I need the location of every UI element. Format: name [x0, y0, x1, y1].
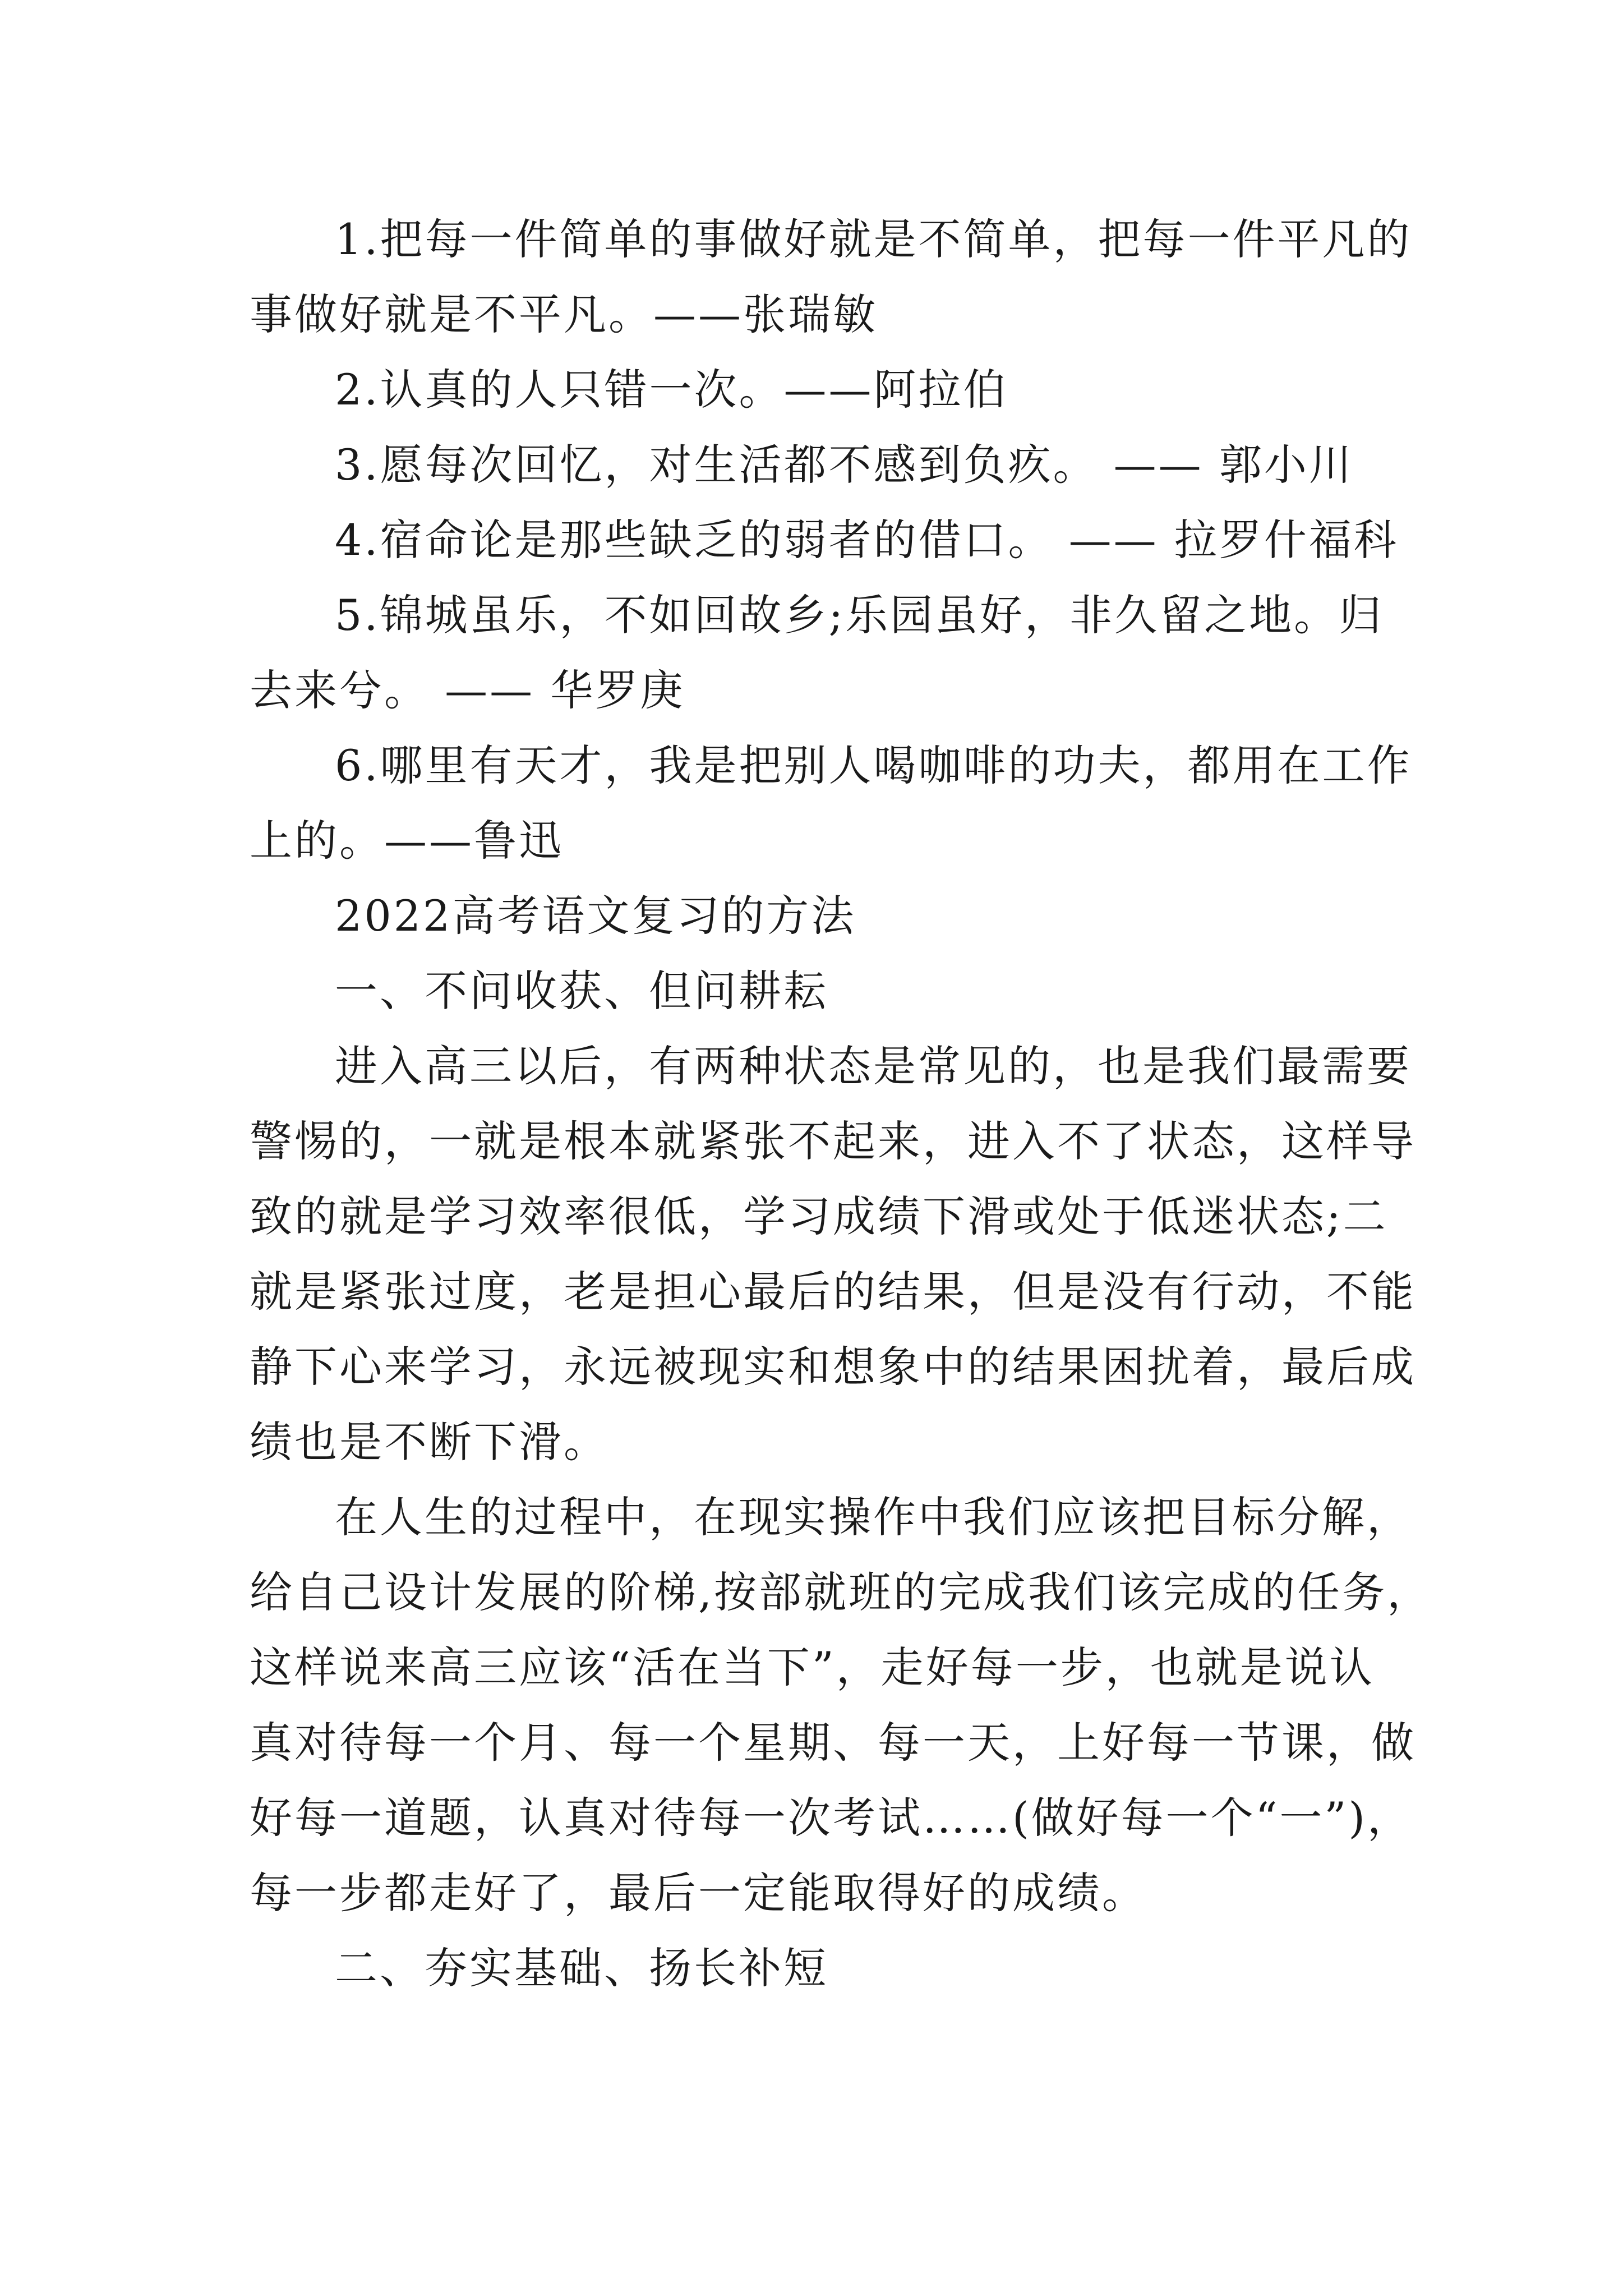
quote-3 — [250, 427, 1427, 503]
text-line: 5.锦城虽乐，不如回故乡;乐园虽好，非久留之地。归 — [335, 590, 1384, 640]
quote-1 — [250, 202, 1427, 352]
text-line: 2.认真的人只错一次。——阿拉伯 — [335, 365, 1008, 415]
heading-2 — [250, 1931, 1427, 2006]
heading-1 — [250, 954, 1427, 1029]
text-line: 好每一道题，认真对待每一次考试……(做好每一个“一”)， — [250, 1793, 1413, 1843]
body-paragraph-1 — [250, 1029, 1427, 1480]
text-line: 一、不问收获、但问耕耘 — [335, 966, 828, 1016]
quote-6 — [250, 728, 1427, 878]
text-line: 2022高考语文复习的方法 — [335, 891, 856, 941]
quote-5 — [250, 578, 1427, 728]
text-line: 6.哪里有天才，我是把别人喝咖啡的功夫，都用在工作 — [335, 740, 1412, 790]
text-line: 致的就是学习效率很低，学习成绩下滑或处于低迷状态;二 — [250, 1191, 1388, 1241]
text-line: 这样说来高三应该“活在当下”，走好每一步，也就是说认 — [250, 1642, 1375, 1692]
document-body — [250, 202, 1432, 2006]
text-line: 进入高三以后，有两种状态是常见的，也是我们最需要 — [335, 1041, 1412, 1091]
text-line: 绩也是不断下滑。 — [250, 1417, 608, 1467]
text-line: 3.愿每次回忆，对生活都不感到负疚。 —— 郭小川 — [335, 440, 1354, 490]
text-line: 事做好就是不平凡。——张瑞敏 — [250, 289, 878, 339]
quote-4 — [250, 503, 1427, 578]
text-line: 1.把每一件简单的事做好就是不简单，把每一件平凡的 — [335, 214, 1412, 264]
text-line: 二、夯实基础、扬长补短 — [335, 1943, 828, 1993]
section-title — [250, 878, 1427, 954]
text-line: 警惕的，一就是根本就紧张不起来，进入不了状态，这样导 — [250, 1116, 1416, 1166]
text-line: 每一步都走好了，最后一定能取得好的成绩。 — [250, 1868, 1147, 1918]
text-line: 4.宿命论是那些缺乏的弱者的借口。 —— 拉罗什福科 — [335, 515, 1399, 565]
text-line: 就是紧张过度，老是担心最后的结果，但是没有行动，不能 — [250, 1267, 1416, 1317]
text-line: 上的。——鲁迅 — [250, 816, 564, 866]
text-line: 静下心来学习，永远被现实和想象中的结果困扰着，最后成 — [250, 1342, 1416, 1392]
quote-2 — [250, 352, 1427, 427]
text-line: 去来兮。 —— 华罗庚 — [250, 665, 685, 715]
text-line: 在人生的过程中，在现实操作中我们应该把目标分解， — [335, 1492, 1412, 1542]
text-line: 真对待每一个月、每一个星期、每一天，上好每一节课，做 — [250, 1718, 1416, 1768]
text-line: 给自己设计发展的阶梯,按部就班的完成我们该完成的任务， — [250, 1567, 1432, 1617]
body-paragraph-2 — [250, 1480, 1432, 1931]
